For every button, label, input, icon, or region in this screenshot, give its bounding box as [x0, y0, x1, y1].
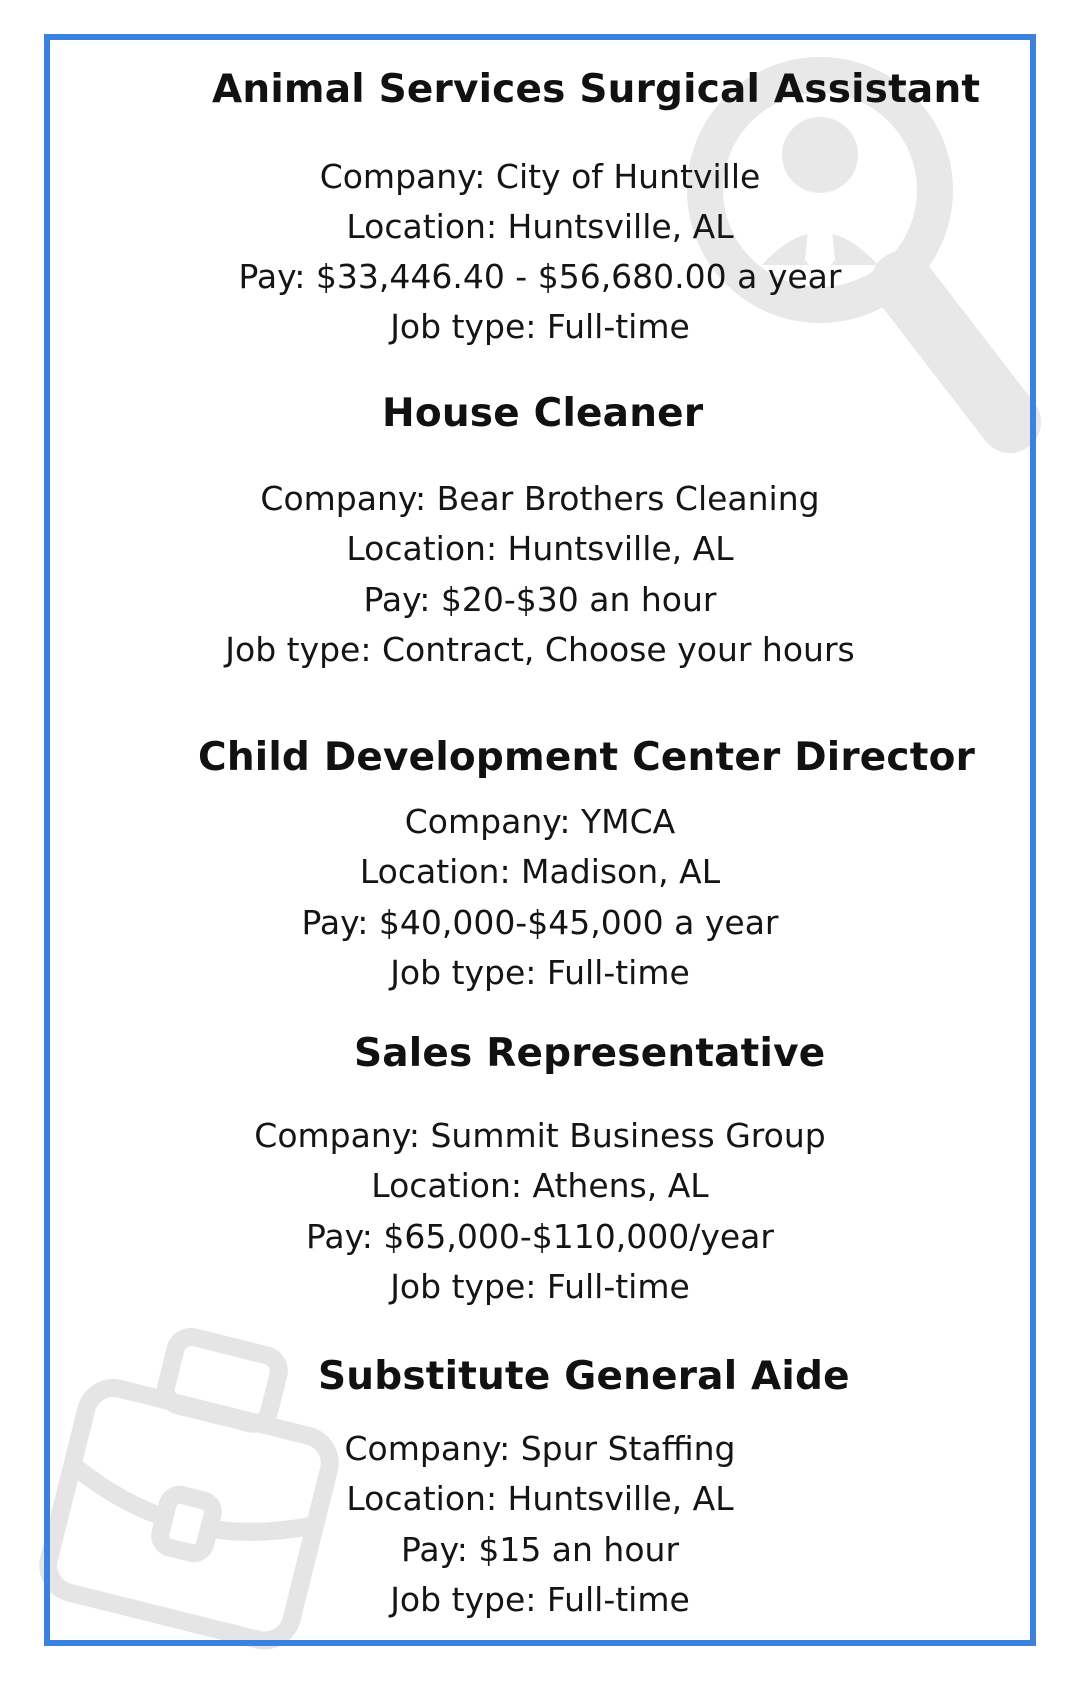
job-title: Child Development Center Director: [198, 735, 976, 780]
job-location: Location: Madison, AL: [359, 852, 721, 891]
job-location: Location: Huntsville, AL: [346, 529, 734, 568]
job-company: Company: City of Huntville: [319, 157, 761, 196]
job-company: Company: Spur Staffing: [344, 1429, 736, 1468]
job-company: Company: Summit Business Group: [254, 1116, 826, 1155]
job-location: Location: Huntsville, AL: [346, 207, 734, 246]
job-title: Animal Services Surgical Assistant: [212, 67, 981, 112]
job-type: Job type: Full-time: [390, 1580, 690, 1619]
job-pay: Pay: $20-$30 an hour: [363, 580, 717, 619]
job-type: Job type: Full-time: [390, 953, 690, 992]
job-company: Company: YMCA: [404, 802, 676, 841]
job-company: Company: Bear Brothers Cleaning: [260, 479, 820, 518]
job-location: Location: Athens, AL: [371, 1166, 709, 1205]
job-location: Location: Huntsville, AL: [346, 1479, 734, 1518]
job-title: House Cleaner: [382, 391, 704, 436]
job-title: Substitute General Aide: [318, 1354, 850, 1399]
job-type: Job type: Full-time: [390, 1267, 690, 1306]
job-title: Sales Representative: [354, 1031, 826, 1076]
job-pay: Pay: $40,000-$45,000 a year: [301, 903, 779, 942]
job-type: Job type: Full-time: [390, 307, 690, 346]
job-pay: Pay: $33,446.40 - $56,680.00 a year: [238, 257, 842, 296]
job-pay: Pay: $65,000-$110,000/year: [306, 1217, 774, 1256]
job-pay: Pay: $15 an hour: [400, 1530, 680, 1569]
job-type: Job type: Contract, Choose your hours: [225, 630, 855, 669]
